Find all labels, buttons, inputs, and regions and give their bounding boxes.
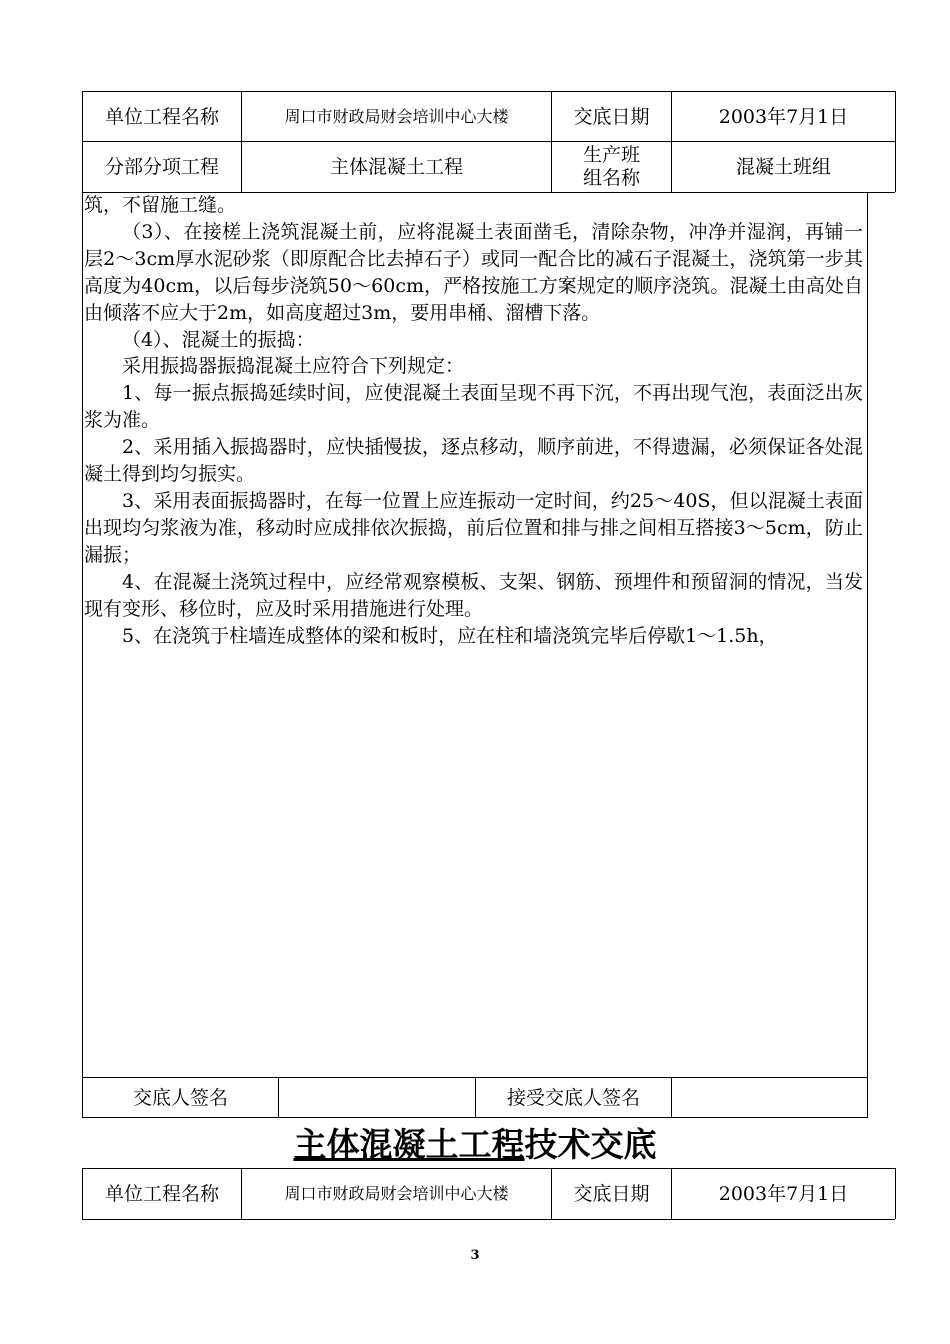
sub-project-value: 主体混凝土工程 (329, 156, 463, 178)
next-date-value: 2003年7月1日 (718, 1183, 849, 1205)
team-label (552, 142, 671, 192)
team-value: 混凝土班组 (735, 156, 831, 178)
giver-signature-field[interactable] (279, 1078, 475, 1117)
content-paragraph-7: 4、在混凝土浇筑过程中，应经常观察模板、支架、钢筋、预埋件和预留洞的情况，当发现有变形、移位时，应及时采用措施进行处理。 (84, 570, 863, 620)
unit-name-label: 单位工程名称 (104, 105, 219, 128)
section-title (0, 1122, 950, 1168)
sub-project-label: 分部分项工程 (104, 156, 219, 178)
date-label: 交底日期 (573, 105, 650, 128)
content-paragraph-6: 3、采用表面振捣器时，在每一位置上应连振动一定时间，约25～40S，但以混凝土表面出现均匀浆液为准，移动时应成排依次振捣，前后位置和排与排之间相互搭接3～5cm，防止漏振； (84, 489, 863, 566)
receiver-signature-field[interactable] (672, 1078, 867, 1117)
section-title-rest: 技术交底 (524, 1125, 657, 1164)
content-text (84, 192, 863, 649)
team-label-line1: 生产班 (582, 144, 640, 166)
page-number: 3 (470, 1248, 480, 1263)
content-paragraph-3: 采用振捣器振捣混凝土应符合下列规定： (122, 355, 465, 378)
section-title-underlined: 主体混凝土工程 (293, 1125, 525, 1164)
receiver-signature-label: 接受交底人签名 (506, 1086, 640, 1109)
next-unit-name-label: 单位工程名称 (104, 1183, 219, 1205)
content-paragraph-0: 筑，不留施工缝。 (84, 194, 237, 216)
unit-name-value: 周口市财政局财会培训中心大楼 (284, 106, 509, 126)
content-paragraph-4: 1、每一振点振捣延续时间，应使混凝土表面呈现不再下沉，不再出现气泡，表面泛出灰浆为准。 (84, 382, 863, 432)
date-value: 2003年7月1日 (718, 105, 849, 128)
team-label-line2: 组名称 (582, 167, 640, 189)
next-unit-name-value: 周口市财政局财会培训中心大楼 (284, 1184, 509, 1203)
giver-signature-label: 交底人签名 (132, 1086, 228, 1109)
content-paragraph-8: 5、在浇筑于柱墙连成整体的梁和板时，应在柱和墙浇筑完毕后停歇1～1.5h， (122, 624, 778, 647)
content-paragraph-1: （3）、在接槎上浇筑混凝土前，应将混凝土表面凿毛，清除杂物，冲净并湿润，再铺一层2～3cm厚水泥砂浆（即原配合比去掉石子）或同一配合比的减石子混凝土，浇筑第一步其高度为40cm，以后每步浇筑50～60cm，严格按施工方案规定的顺序浇筑。混凝土由高处自由倾落不应大于2m，如高度超过3m，要用串桶、溜槽下落。 (84, 220, 863, 324)
next-date-label: 交底日期 (573, 1183, 650, 1205)
content-paragraph-2: （4）、混凝土的振捣： (122, 328, 315, 351)
content-paragraph-5: 2、采用插入振捣器时，应快插慢拔，逐点移动，顺序前进，不得遗漏，必须保证各处混凝土得到均匀振实。 (84, 436, 863, 486)
